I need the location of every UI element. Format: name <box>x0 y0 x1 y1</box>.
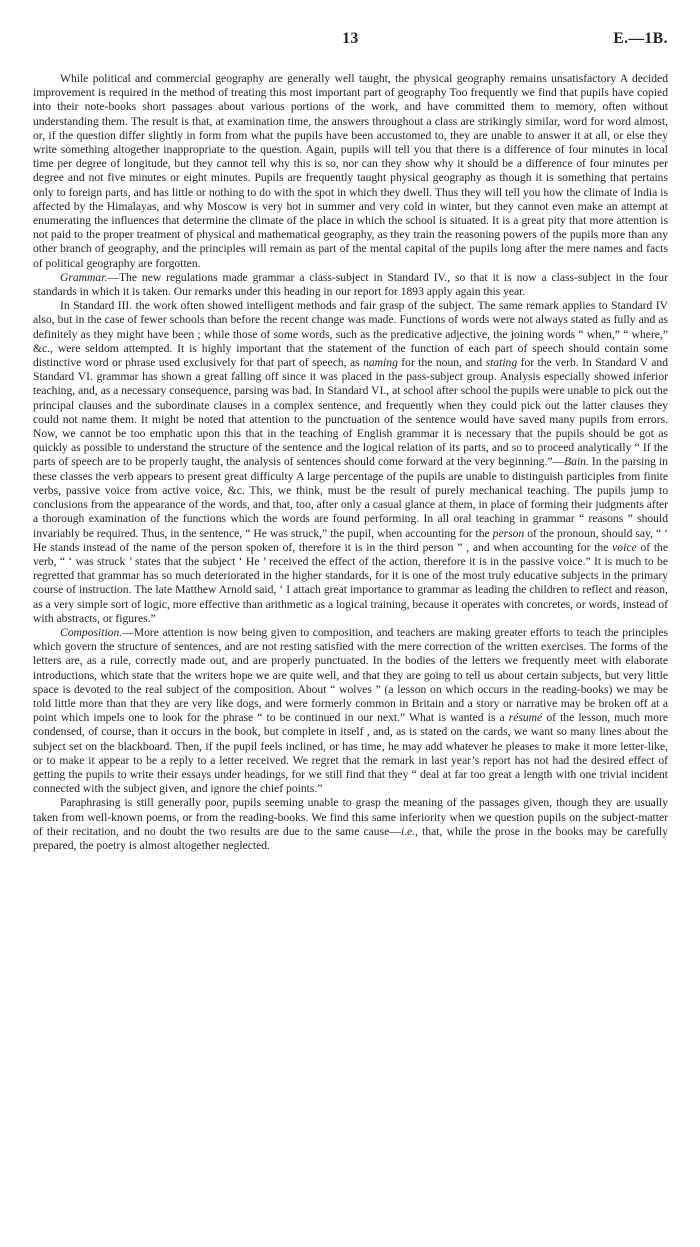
report-body <box>33 72 668 853</box>
text-run: Paraphrasing is still generally poor, pupils seeming unable to grasp the meaning of the passages given, though they are usually taken from well-known poems, or from the reading-books. We find this same inferiority when we question pupils on the subject-matter of their recitation, and no doubt the two results are due to the same cause— <box>33 796 668 838</box>
italic-text: i.e. <box>400 824 416 838</box>
page-number: 13 <box>342 30 359 47</box>
page-header <box>33 30 668 54</box>
text-run: for the verb. In Standard V and Standard VI. grammar has shown a great falling off since it was placed in the pass-subject group. Analysis especially showed inferior teaching, and, as a necessary consequence, parsing was bad. In Standard VI., at school after school the pupils were unable to pick out the principal clauses and the subordinate clauses in a complex sentence, and frequently when they could pick out the latter clauses they could not name them. It might be noted that attention to the punctuation of the sentence would have saved many pupils from errors. Now, we cannot be too emphatic upon this that in the teaching of English grammar it is necessary that the pupils should be got as quickly as possible to understand the structure of the sentence and the logical relation of its parts, and so to proceed analytically “ If the parts of speech are to be properly taught, the analysis of sentences should come forward at the very beginning.”— <box>33 356 668 469</box>
paragraph <box>33 72 668 271</box>
section-heading: Grammar. <box>60 270 108 284</box>
italic-text: Bain. <box>564 455 589 469</box>
text-run: of the lesson, much more condensed, of course, than it occurs in the book, but complete in itself , and, as is stated on the cards, we want so many lines about the subject set on the blackboard. Then, if the pupil feels inclined, or has time, he may add whatever he pleases to make it more letter-like, or to make it appear to be a reply to a letter received. We regret that the remark in last year’s report has not had the desired effect of getting the pupils to write their essays under headings, for we still find that they “ deal at far too great a length with one trivial incident connected with the subject given, and ignore the chief points.” <box>33 711 668 796</box>
text-run: , that, while the prose in the books may be carefully prepared, the poetry is almost altogether neglected. <box>33 824 668 852</box>
paragraph <box>33 796 668 853</box>
italic-text: stating <box>485 356 518 370</box>
italic-text: voice <box>612 540 637 554</box>
document-code: E.—1B. <box>613 30 668 47</box>
text-run: of the pronoun, should say, “ ‘ He stands instead of the name of the person spoken of, therefore it is in the third person ” , and when accounting for the <box>33 526 668 554</box>
text-run: —The new regulations made grammar a class-subject in Standard IV., so that it is now a class-subject in the four standards in which it is taken. Our remarks under this heading in our report for 1893 apply again this year. <box>33 270 668 299</box>
section-heading: Composition. <box>60 625 123 639</box>
italic-text: person <box>492 526 525 540</box>
paragraph <box>33 299 668 626</box>
italic-text: naming <box>363 356 398 370</box>
text-run: While political and commercial geography are generally well taught, the physical geography remains unsatisfactory A decided improvement is required in the method of treating this most important part of geography Too frequently we find that pupils have copied into their note-books short passages about various portions of the work, and have committed them to memory, often without understanding them. The result is that, at examination time, the answers throughout a class are strikingly similar, word for word almost, or, if the question differ slightly in form from what the pupils have been accustomed to, they are unable to answer it at all, or else they write something altogether inappropriate to the question. Again, pupils will tell you that there is a difference of four minutes in local time per degree of longitude, but they cannot tell why this is so, nor can they show why it should be a difference of four minutes per degree and not five minutes or eight minutes. Pupils are frequently taught physical geography as though it is something that pertains only to foreign parts, and has little or nothing to do with the spot in which they dwell. Thus they will tell you how the climate of India is affected by the Himalayas, and why Moscow is very hot in summer and very cold in winter, but they cannot even make an attempt at enumerating the influences that determine the climate of the place in which the school is situated. It is a great pity that more attention is not paid to the proper treatment of physical and mathematical geography, as they train the reasoning powers of the pupils more than any other branch of geography, and the principles will remain as part of the mental capital of the pupils long after the mere names and facts of political geography are forgotten. <box>33 72 668 270</box>
paragraph <box>33 271 668 299</box>
text-run: In the parsing in these classes the verb appears to present great difficulty A large percentage of the pupils are unable to distinguish participles from finite verbs, passive voice from active voice, &c. This, we think, must be the result of purely mechanical teaching. The pupils jump to conclusions from the appearance of the words, and that, too, after only a casual glance at them, in place of forming their judgments after a thorough examination of the functions which the words are found performing. In all oral teaching in grammar “ reasons ” should invariably be required. Thus, in the sentence, “ He was struck,” the pupil, when accounting for the <box>33 455 668 540</box>
italic-text: résumé <box>508 711 543 725</box>
text-run: for the noun, and <box>397 356 486 370</box>
text-run: of the verb, “ ‘ was struck ’ states that the subject ‘ He ’ received the effect of the action, therefore it is in the passive voice.” It is much to be regretted that grammar has so much deteriorated in the higher standards, for it is one of the most truly educative subjects in the primary course of instruction. The late Matthew Arnold said, ‘ I attach great importance to grammar as leading the children to reflect and reason, as a very simple sort of logic, more effective than arithmetic as a logical training, because it operates with concretes, or words, instead of with abstracts, or figures.” <box>33 540 668 625</box>
text-run: —More attention is now being given to composition, and teachers are making greater efforts to teach the principles which govern the structure of sentences, and are not resting satisfied with the mere correction of the written exercises. The forms of the letters are, as a rule, correctly made out, and are properly punctuated. In the bodies of the letters we frequently meet with elaborate introductions, which state that the writers hope we are quite well, and that they are going to tell us about certain subjects, but very little space is devoted to the real subject of the composition. About “ wolves ” (a lesson on which occurs in the reading-books) we may be told little more than that they are very like dogs, and were formerly common in Britain and a story or narrative may be broken off at a point which impels one to look for the phrase “ to be continued in our next.” What is wanted is a <box>33 625 668 725</box>
paragraph <box>33 626 668 796</box>
text-run: In Standard III. the work often showed intelligent methods and fair grasp of the subject. The same remark applies to Standard IV also, but in the case of fewer schools than before the recent change was made. Functions of words were not always stated as fully and as definitely as they might have been ; while those of some words, such as the predicative adjective, the joining words “ when,” “ where,” &c., were seldom attempted. It is highly important that the statement of the function of each part of speech should contain some distinctive word or phrase used exclusively for that part of speech, as <box>33 299 668 370</box>
